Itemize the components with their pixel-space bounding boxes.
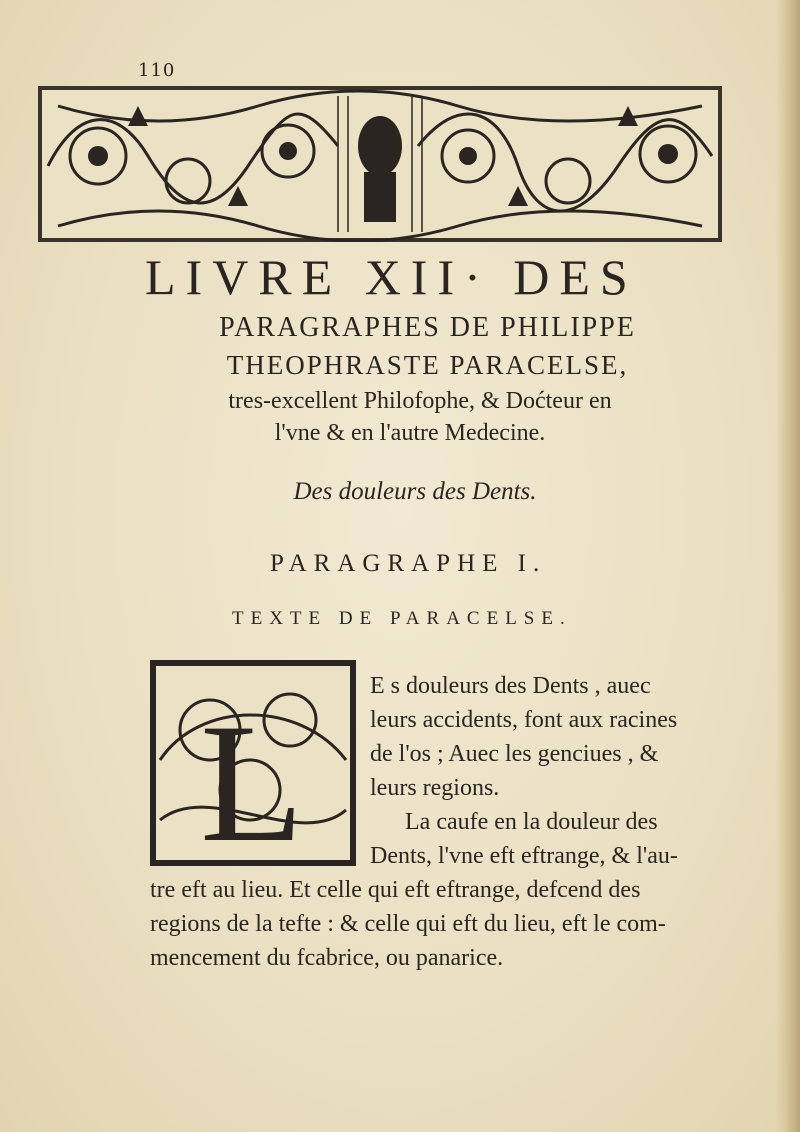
- body-line: tre eft au lieu. Et celle qui eft eftrange, defcend des: [150, 877, 641, 903]
- body-line: de l'os ; Auec les genciues , &: [370, 741, 659, 767]
- body-line: mencement du fcabrice, ou panarice.: [150, 945, 504, 971]
- body-line: La caufe en la douleur des: [405, 809, 658, 835]
- decorated-initial-letter: [150, 660, 356, 866]
- body-line: leurs regions.: [370, 775, 500, 801]
- text-heading: TEXTE DE PARACELSE.: [232, 608, 572, 629]
- body-line: Dents, l'vne eft eftrange, & l'au-: [370, 843, 678, 869]
- paragraph-heading: PARAGRAPHE I.: [270, 550, 547, 577]
- body-line: E s douleurs des Dents , auec: [370, 673, 651, 699]
- title-line-3: THEOPHRASTE PARACELSE,: [226, 350, 629, 380]
- floral-woodcut-banner: [38, 86, 722, 242]
- page-number: 110: [138, 60, 176, 81]
- title-line-2: PARAGRAPHES DE PHILIPPE: [219, 312, 636, 343]
- title-line-5: l'vne & en l'autre Medecine.: [274, 420, 546, 446]
- svg-text:L: L: [200, 689, 304, 866]
- title-line-4: tres-excellent Philofophe, & Doćteur en: [228, 388, 612, 414]
- book-title: LIVRE XII· DES: [145, 249, 638, 305]
- body-line: regions de la tefte : & celle qui eft du lieu, eft le com-: [150, 911, 666, 937]
- body-line: leurs accidents, font aux racines: [370, 707, 678, 733]
- page-edge-shadow: [776, 0, 800, 1132]
- section-title: Des douleurs des Dents.: [293, 478, 537, 505]
